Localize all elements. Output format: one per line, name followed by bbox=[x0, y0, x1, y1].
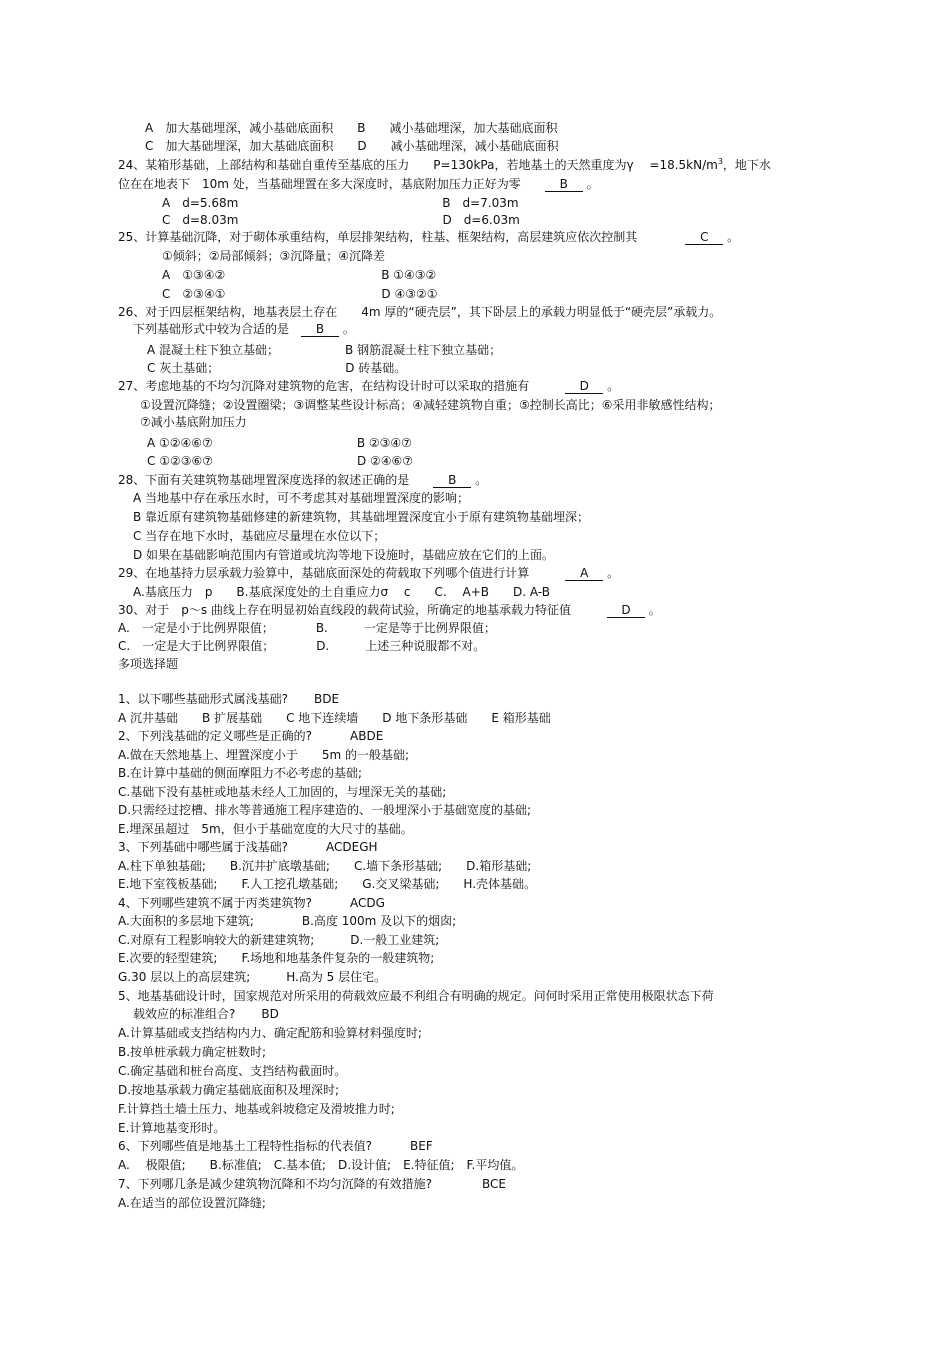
line-text: E.计算地基变形时。 bbox=[118, 1121, 226, 1135]
line-text: A.柱下单独基础; B.沉井扩底墩基础; C.墙下条形基础; D.箱形基础; bbox=[118, 859, 532, 873]
line-text: A.大面积的多层地下建筑; B.高度 100m 及以下的烟囱; bbox=[118, 914, 457, 928]
text-line bbox=[118, 177, 599, 192]
answer-blank: ACDG bbox=[350, 896, 385, 910]
text-line bbox=[118, 914, 456, 929]
text-line bbox=[118, 639, 485, 654]
line-text: ①倾斜；②局部倾斜；③沉降量；④沉降差 bbox=[162, 249, 386, 263]
line-text: 载效应的标准组合? bbox=[133, 1007, 260, 1021]
text-line bbox=[140, 398, 721, 413]
line-text: A.计算基础或支挡结构内力、确定配筋和验算材料强度时; bbox=[118, 1026, 422, 1040]
line-text: G.30 层以上的高层建筑; H.高为 5 层住宅。 bbox=[118, 970, 387, 984]
answer-blank: D bbox=[607, 604, 645, 618]
answer-blank: B bbox=[301, 323, 339, 337]
text-line bbox=[147, 436, 412, 451]
line-text: E.地下室筏板基础; F.人工挖孔墩基础; G.交叉梁基础; H.壳体基础。 bbox=[118, 877, 537, 891]
line-text: C ②③④① D ④③②① bbox=[162, 287, 438, 301]
answer-blank: ACDEGH bbox=[326, 840, 378, 854]
line-text: 7、下列哪几条是减少建筑物沉降和不均匀沉降的有效措施? bbox=[118, 1177, 481, 1191]
text-line bbox=[133, 491, 469, 506]
text-line bbox=[118, 692, 341, 707]
line-text: 。 bbox=[603, 566, 620, 580]
line-text: E.次要的轻型建筑; F.场地和地基条件复杂的一般建筑物; bbox=[118, 951, 435, 965]
line-text: A. 极限值; B.标准值; C.基本值; D.设计值; E.特征值; F.平均值。 bbox=[118, 1158, 524, 1172]
line-text: 。 bbox=[723, 230, 740, 244]
line-text: A.基底压力 p B.基底深度处的土自重应力σ c C. A+B D. A-B bbox=[133, 585, 550, 599]
line-text: A. 一定是小于比例界限值； B. 一定是等于比例界限值； bbox=[118, 621, 496, 635]
line-text: B.在计算中基础的侧面摩阻力不必考虑的基础; bbox=[118, 766, 363, 780]
text-line bbox=[140, 415, 247, 430]
line-text: A d=5.68m B d=7.03m bbox=[162, 196, 519, 210]
text-line bbox=[133, 1007, 281, 1022]
text-line bbox=[118, 1177, 508, 1192]
answer-blank: BCE bbox=[482, 1177, 506, 1191]
text-line bbox=[118, 1196, 266, 1211]
line-text: B.按单桩承载力确定桩数时; bbox=[118, 1045, 267, 1059]
line-text: C.基础下没有基桩或地基未经人工加固的，与埋深无关的基础; bbox=[118, 785, 447, 799]
text-line bbox=[118, 748, 409, 763]
line-text: 位在在地表下 10m 处，当基础埋置在多大深度时，基底附加压力正好为零 bbox=[118, 177, 545, 191]
line-text: 。 bbox=[582, 177, 599, 191]
answer-blank: BD bbox=[261, 1007, 279, 1021]
line-text: ①设置沉降缝；②设置圈梁；③调整某些设计标高；④减轻建筑物自重；⑤控制长高比；⑥采用非敏感性结构； bbox=[140, 398, 721, 412]
text-line bbox=[118, 766, 362, 781]
text-line bbox=[118, 1045, 266, 1060]
text-line bbox=[162, 268, 436, 283]
text-line bbox=[118, 1121, 225, 1136]
text-line bbox=[118, 1158, 523, 1173]
text-line bbox=[133, 548, 554, 563]
answer-blank: ABDE bbox=[350, 729, 384, 743]
text-line bbox=[118, 803, 531, 818]
line-text: A ①③④② B ①④③② bbox=[162, 268, 437, 282]
text-line bbox=[133, 322, 355, 337]
line-text: A 混凝土柱下独立基础； B 钢筋混凝土柱下独立基础； bbox=[147, 343, 502, 357]
line-text: A 沉井基础 B 扩展基础 C 地下连续墙 D 地下条形基础 E 箱形基础 bbox=[118, 711, 551, 725]
line-text: 。 bbox=[644, 603, 661, 617]
text-line bbox=[162, 249, 385, 264]
line-text: 30、对于 p～s 曲线上存在明显初始直线段的载荷试验，所确定的地基承载力特征值 bbox=[118, 603, 607, 617]
line-text: 多项选择题 bbox=[118, 657, 179, 671]
text-line bbox=[145, 139, 559, 154]
answer-blank: B bbox=[545, 178, 583, 192]
text-line bbox=[118, 877, 536, 892]
text-line bbox=[147, 454, 413, 469]
text-line bbox=[118, 785, 446, 800]
line-text: D.按地基承载力确定基础底面积及埋深时; bbox=[118, 1083, 340, 1097]
text-line bbox=[118, 822, 413, 837]
text-line bbox=[118, 621, 496, 636]
text-line bbox=[162, 196, 519, 211]
line-text: 29、在地基持力层承载力验算中，基础底面深处的荷载取下列哪个值进行计算 bbox=[118, 566, 566, 580]
line-text: 2、下列浅基础的定义哪些是正确的? bbox=[118, 729, 349, 743]
text-line bbox=[118, 729, 385, 744]
line-text: 26、对于四层框架结构，地基表层土存在 4m 厚的“硬壳层”，其下卧层上的承载力明显低于“硬壳层”承载力。 bbox=[118, 305, 722, 319]
text-line bbox=[162, 213, 520, 228]
line-text: ⑦减小基底附加压力 bbox=[140, 415, 247, 429]
line-text: D.只需经过挖槽、排水等普通施工程序建造的、一般埋深小于基础宽度的基础; bbox=[118, 803, 532, 817]
text-line bbox=[118, 305, 721, 320]
text-line bbox=[133, 510, 589, 525]
text-line bbox=[118, 657, 178, 672]
line-text: 5、地基基础设计时，国家规范对所采用的荷载效应最不利组合有明确的规定。问何时采用正常使用极限状态下荷 bbox=[118, 989, 714, 1003]
text-line bbox=[118, 989, 714, 1004]
line-text: 。 bbox=[339, 322, 355, 336]
text-line bbox=[118, 566, 619, 581]
line-text: C. 一定是大于比例界限值； D. 上述三种说服都不对。 bbox=[118, 639, 486, 653]
line-text: C d=8.03m D d=6.03m bbox=[162, 213, 520, 227]
text-line bbox=[145, 121, 557, 136]
line-text: D 如果在基础影响范围内有管道或坑沟等地下设施时，基础应放在它们的上面。 bbox=[133, 548, 555, 562]
answer-blank: C bbox=[685, 231, 723, 245]
line-text: 。 bbox=[471, 473, 488, 487]
answer-blank: B bbox=[433, 474, 471, 488]
line-text: C.对原有工程影响较大的新建建筑物; D.一般工业建筑; bbox=[118, 933, 440, 947]
line-text: C 加大基础埋深，加大基础底面积 D 减小基础埋深，减小基础底面积 bbox=[145, 139, 559, 153]
text-line bbox=[147, 343, 501, 358]
answer-blank: BDE bbox=[314, 692, 340, 706]
text-line bbox=[118, 379, 619, 394]
text-line bbox=[162, 287, 438, 302]
line-text: A 当地基中存在承压水时，可不考虑其对基础埋置深度的影响； bbox=[133, 491, 470, 505]
answer-blank: A bbox=[565, 567, 603, 581]
line-text: 3、下列基础中哪些属于浅基础? bbox=[118, 840, 325, 854]
answer-blank: BEF bbox=[410, 1139, 433, 1153]
line-text: 28、下面有关建筑物基础埋置深度选择的叙述正确的是 bbox=[118, 473, 434, 487]
line-text: B 靠近原有建筑物基础修建的新建筑物，其基础埋置深度宜小于原有建筑物基础埋深； bbox=[133, 510, 590, 524]
text-line bbox=[118, 1026, 422, 1041]
line-text: F.计算挡土墙土压力、地基或斜坡稳定及滑坡推力时; bbox=[118, 1102, 395, 1116]
line-text: 4、下列哪些建筑不属于丙类建筑物? bbox=[118, 896, 349, 910]
line-text: ，地下水 bbox=[722, 158, 771, 172]
line-text: A.在适当的部位设置沉降缝; bbox=[118, 1196, 266, 1210]
line-text: A.做在天然地基上、埋置深度小于 5m 的一般基础; bbox=[118, 748, 409, 762]
text-line bbox=[118, 859, 531, 874]
line-text: 24、某箱形基础，上部结构和基础自重传至基底的压力 P=130kPa，若地基土的天然重度为γ =18.5kN/m bbox=[118, 158, 718, 172]
text-line bbox=[118, 1102, 395, 1117]
line-text: 6、下列哪些值是地基土工程特性指标的代表值? bbox=[118, 1139, 409, 1153]
line-text: 1、以下哪些基础形式属浅基础? bbox=[118, 692, 313, 706]
text-line bbox=[118, 1083, 339, 1098]
text-line bbox=[118, 970, 386, 985]
text-line bbox=[118, 1139, 435, 1154]
text-line bbox=[118, 933, 439, 948]
text-line bbox=[118, 603, 661, 618]
text-line bbox=[118, 840, 380, 855]
text-line bbox=[118, 473, 487, 488]
text-line bbox=[118, 711, 551, 726]
text-line bbox=[118, 230, 739, 245]
text-line bbox=[118, 896, 387, 911]
text-line bbox=[147, 361, 406, 376]
line-text: 。 bbox=[603, 379, 620, 393]
text-line bbox=[118, 158, 771, 173]
line-text: C ①②③⑥⑦ D ②④⑥⑦ bbox=[147, 454, 414, 468]
line-text: C.确定基础和桩台高度、支挡结构截面时。 bbox=[118, 1064, 347, 1078]
text-line bbox=[118, 1064, 346, 1079]
line-text: C 当存在地下水时，基础应尽量埋在水位以下； bbox=[133, 529, 386, 543]
line-text: C 灰土基础； D 砖基础。 bbox=[147, 361, 407, 375]
line-text: 25、计算基础沉降，对于砌体承重结构，单层排架结构，柱基、框架结构，高层建筑应依次控制其 bbox=[118, 230, 686, 244]
answer-blank: D bbox=[565, 380, 603, 394]
line-text: E.埋深虽超过 5m，但小于基础宽度的大尺寸的基础。 bbox=[118, 822, 413, 836]
line-text: 27、考虑地基的不均匀沉降对建筑物的危害，在结构设计时可以采取的措施有 bbox=[118, 379, 566, 393]
line-text: 下列基础形式中较为合适的是 bbox=[133, 322, 302, 336]
superscript: 3 bbox=[717, 157, 723, 166]
text-line bbox=[133, 529, 385, 544]
line-text: A 加大基础埋深，减小基础底面积 B 减小基础埋深，加大基础底面积 bbox=[145, 121, 558, 135]
text-line bbox=[133, 585, 550, 600]
text-line bbox=[118, 951, 434, 966]
line-text: A ①②④⑥⑦ B ②③④⑦ bbox=[147, 436, 412, 450]
